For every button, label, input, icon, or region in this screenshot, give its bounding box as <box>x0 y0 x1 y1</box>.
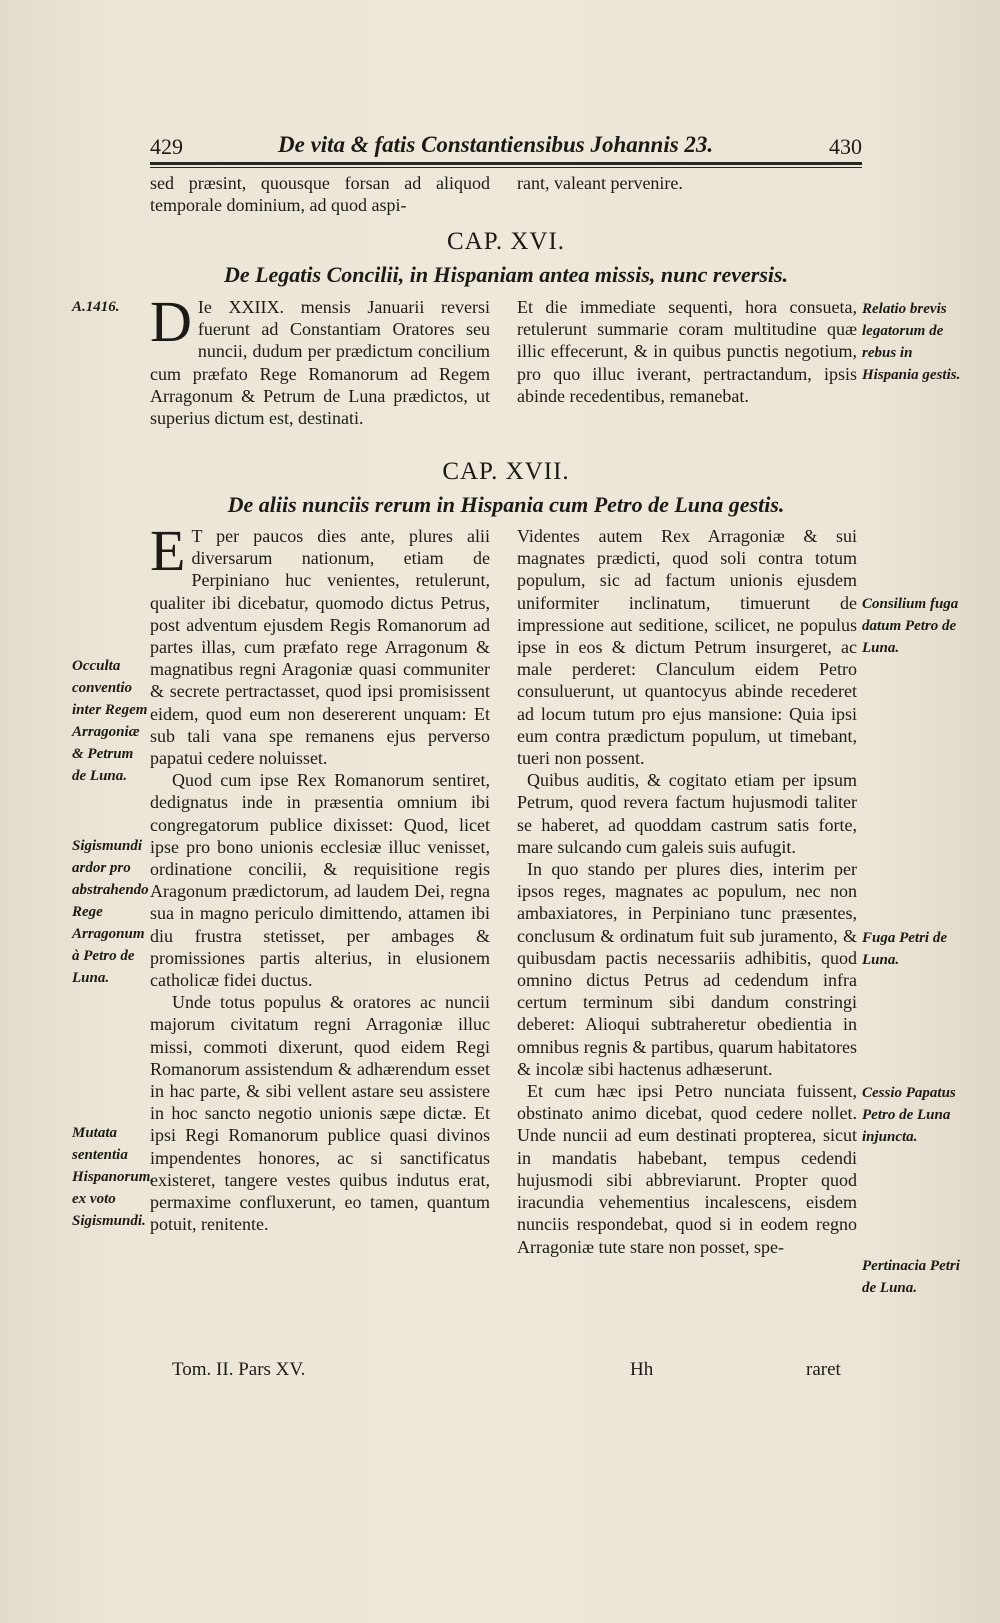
chapter-16-right-column: Et die immediate sequenti, hora consueta, retulerunt summarie coram multitudine quæ illic effecerunt, & in quibus punctis negotium, pro quo illuc iverant, pertractandum, ipsis abinde recedentibus, remanebat. <box>517 297 857 406</box>
chapter-17-heading: CAP. XVII. <box>442 458 570 485</box>
right-paragraph-3: In quo stando per plures dies, interim per ipsos reges, magnates ac populum, nec non ambaxiatores, in Perpiniano tunc præsentes, conclusum & ordinatum fuit sub juramento, & quibusdam pactis necessariis adhibitis, quod omnino dictus Petrus ad cedendum infra certum terminum sibi dandum constringi deberet: Alioqui subtraheretur obedientia in omnibus regnis & partibus, quarum habitatores & incolæ sibi hactenus adhæserunt. <box>517 859 857 1079</box>
right-paragraph-2: Quibus auditis, & cogitato etiam per ipsum Petrum, quod revera factum hujusmodi taliter se haberet, ad quoddam castrum satis forte, mare sulcando cum galeis suis aufugit. <box>517 770 857 857</box>
margin-note-right-4: Pertinacia Petri de Luna. <box>862 1258 960 1296</box>
chapter-16-left-column: D Ie XXIIX. mensis Januarii reversi fuerunt ad Constantiam Oratores seu nuncii, dudum per prædictum concilium cum præfato Rege Romanorum ad Regem Arragonum & Petrum de Luna prædictos, ut superius dictum est, destinati. <box>150 289 490 429</box>
top-left-text: sed præsint, quousque forsan ad aliquod temporale dominium, ad quod aspi- <box>150 173 490 216</box>
right-paragraph-1: Videntes autem Rex Arragoniæ & sui magnates prædicti, quod soli contra totum populum, sic ad factum unionis ejusdem uniformiter inclinatum, timuerunt de impressione aut seditione, scilicet, ne populus ipse in eos & dictum Petrum insurgeret, ac male perderet: Clanculum eidem Petro consuluerunt, ut quantocyus abinde recederet ad locum tutum pro ejus mansione: Quia ipsi eum contra prædictum populum, ut timebant, tueri non possent. <box>517 526 857 769</box>
left-page-number: 429 <box>150 134 183 159</box>
right-paragraph-4: Et cum hæc ipsi Petro nunciata fuissent, obstinato animo dicebat, quod cedere nollet. Unde nuncii ad eum destinati propterea, sicut in mandatis habebant, tempus cedendi hujusmodi sibi abbreviarunt. Propter quod iracundia vehementius incalescens, eisdem nunciis respondebat, quod si in eodem regno Arragoniæ tute stare non posset, spe- <box>517 1081 857 1257</box>
chapter-16-heading: CAP. XVI. <box>446 228 566 255</box>
right-page-number: 430 <box>829 134 862 159</box>
top-right-text: rant, valeant pervenire. <box>517 173 683 193</box>
margin-note-right-2: Fuga Petri de Luna. <box>862 930 947 968</box>
dropcap-e: E <box>150 518 186 583</box>
catchword: raret <box>806 1359 841 1380</box>
chapter-17-right-column <box>517 525 857 1258</box>
margin-note-right-1: Consilium fuga datum Petro de Luna. <box>862 596 959 656</box>
margin-year: A.1416. <box>72 299 120 315</box>
signature-mark: Tom. II. Pars XV. <box>172 1359 306 1380</box>
header-rule <box>150 167 862 168</box>
margin-note-left-2: Sigismundi ardor pro abstrahendo Rege Arragonum à Petro de Luna. <box>72 838 149 986</box>
left-paragraph-3: Unde totus populus & oratores ac nuncii majorum civitatum regni Arragoniæ illuc missi, commoti dixerunt, quod eidem Regi Romanorum assistendum & adhærendum esset in hac parte, & sibi vellent astare seu assistere in hoc sancto negotio unionis sæpe dictæ. Et ipsi Regi Romanorum publice quasi divinos impendentes honores, ac si sanctificatus existeret, tangere vestes quibus indutus erat, permaxime confluxerunt, eo tamen, quantum potuit, renitente. <box>150 992 490 1235</box>
running-title: De vita & fatis Constantiensibus Johannis 23. <box>278 132 714 157</box>
chapter-17-subtitle: De aliis nunciis rerum in Hispania cum Petro de Luna gestis. <box>227 492 785 517</box>
dropcap-d: D <box>150 289 192 354</box>
chapter-16-subtitle: De Legatis Concilii, in Hispaniam antea missis, nunc reversis. <box>223 262 789 287</box>
margin-note-relatio: Relatio brevis legatorum de rebus in Hispania gestis. <box>862 301 961 383</box>
margin-note-left-3: Mutata sententia Hispanorum, ex voto Sigismundi. <box>72 1125 155 1229</box>
chapter-17-left-column: E T per paucos dies ante, plures alii diversarum nationum, etiam de Perpiniano huc venientes, retulerunt, qualiter ibi dicebatur, quomodo dictus Petrus, post adventum ejusdem Regis Romanorum ad partes illas, cum præfato rege Arragonum & magnatibus regni Aragoniæ quasi communiter & secrete pertractasset, quod ipsi promisissent eidem, quod eum non desererent unquam: Et sub tali vana spe remanens ejus perverso papatui cedere noluisset. Quod cum ipse Rex Romanorum sentiret, dedignatus inde in præsentia omnium ibi congregatorum publice dixisset: Quod, licet ipse pro bono unionis ecclesiæ illuc venisset, ordinatione concilii, & requisitione regis Aragonum prædictorum, ad laudem Dei, regna sua in magno periculo dimittendo, attamen ibi diu frustra stetisset, per ambages & promissiones partis alterius, in elusionem catholicæ fidei ductus. Unde totus populus & oratores ac nuncii majorum civitatum regni Arragoniæ illuc missi, commoti dixerunt, quod eidem Regi Romanorum assistendum & adhærendum esset in hac parte, & sibi vellent astare seu assistere in hoc sancto negotio unionis sæpe dictæ. Et ipsi Regi Romanorum publice quasi divinos impendentes honores, ac si sanctificatus existeret, tangere vestes quibus indutus erat, permaxime confluxerunt, eo tamen, quantum potuit, renitente. <box>150 518 490 1235</box>
sheet-mark: Hh <box>630 1359 654 1380</box>
running-header <box>150 128 862 165</box>
margin-note-left-1: Occulta conventio inter Regem Arragoniæ & Petrum de Luna. <box>72 658 148 784</box>
margin-note-right-3: Cessio Papatus Petro de Luna injuncta. <box>862 1085 956 1145</box>
left-paragraph-2: Quod cum ipse Rex Romanorum sentiret, dedignatus inde in præsentia omnium ibi congregatorum publice dixisset: Quod, licet ipse pro bono unionis ecclesiæ illuc venisset, ordinatione concilii, & requisitione regis Aragonum prædictorum, ad laudem Dei, regna sua in magno periculo dimittendo, attamen ibi diu frustra stetisset, per ambages & promissiones partis alterius, in elusionem catholicæ fidei ductus. <box>150 770 490 991</box>
